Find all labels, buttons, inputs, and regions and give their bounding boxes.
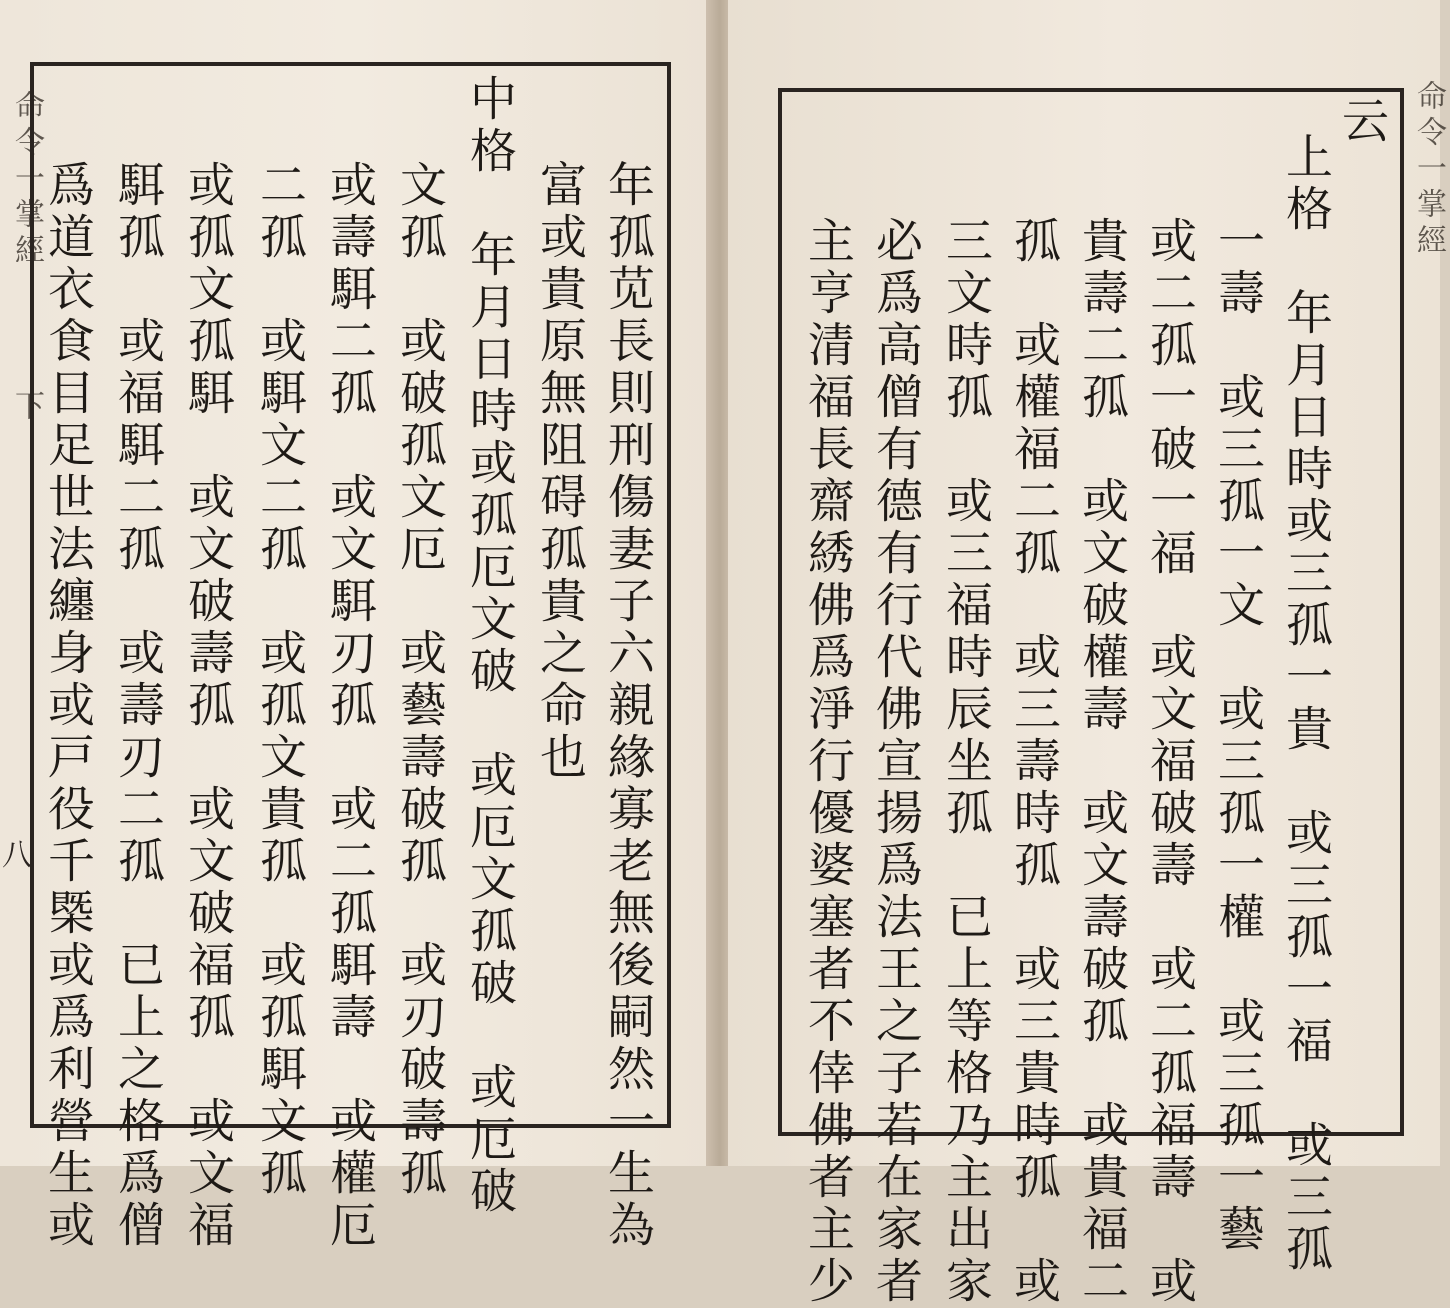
left-text-column: 或壽駬二孤 或文駬刃孤 或二孤駬壽 或權厄 [322, 160, 377, 1252]
right-page [728, 0, 1446, 1308]
left-text-column: 駬孤 或福駬二孤 或壽刃二孤 已上之格爲僧 [110, 160, 165, 1252]
right-text-column: 云 [1334, 96, 1389, 148]
left-text-column: 富或貴原無阻碍孤貴之命也 [532, 160, 587, 784]
left-page-number: 八 [2, 838, 32, 873]
right-text-column: 三文時孤 或三福時辰坐孤 已上等格乃主出家 [938, 216, 993, 1308]
right-text-column: 貴壽二孤 或文破權壽 或文壽破孤 或貴福二 [1074, 216, 1129, 1308]
right-text-frame [778, 88, 1404, 1308]
left-text-column: 中格 年月日時或孤厄文破 或厄文孤破 或厄破 [462, 74, 517, 1218]
right-text-column: 孤 或權福二孤 或三壽時孤 或三貴時孤 或 [1006, 216, 1061, 1308]
left-text-frame [30, 62, 671, 1252]
right-text-column: 主亨清福長齋綉佛爲淨行優婆塞者不倖佛者主少 [800, 216, 855, 1308]
left-text-column: 文孤 或破孤文厄 或藝壽破孤 或刃破壽孤 [392, 160, 447, 1200]
left-text-column: 二孤 或駬文二孤 或孤文貴孤 或孤駬文孤 [252, 160, 307, 1200]
right-margin-title: 命令一掌經 [1411, 80, 1446, 260]
left-margin-volume: 下 [9, 390, 44, 426]
right-text-column: 必爲高僧有德有行代佛宣揚爲法王之子若在家者 [868, 216, 923, 1308]
right-text-column: 或二孤一破一福 或文福破壽 或二孤福壽 或 [1142, 216, 1197, 1308]
left-page [0, 0, 712, 1252]
left-text-column: 爲道衣食目足世法纏身或戸役千㮣或爲利營生或 [40, 160, 95, 1252]
left-text-column: 或孤文孤駬 或文破壽孤 或文破福孤 或文福 [180, 160, 235, 1252]
left-text-column: 年孤苋長則刑傷妻子六親緣寡老無後嗣然一生為 [600, 160, 655, 1252]
right-text-column: 上格 年月日時或三孤一貴 或三孤一福 或三孤 [1278, 132, 1333, 1276]
left-margin-title: 命令一掌經 [9, 90, 44, 270]
right-text-column: 一壽 或三孤一文 或三孤一權 或三孤一藝 [1210, 216, 1265, 1256]
